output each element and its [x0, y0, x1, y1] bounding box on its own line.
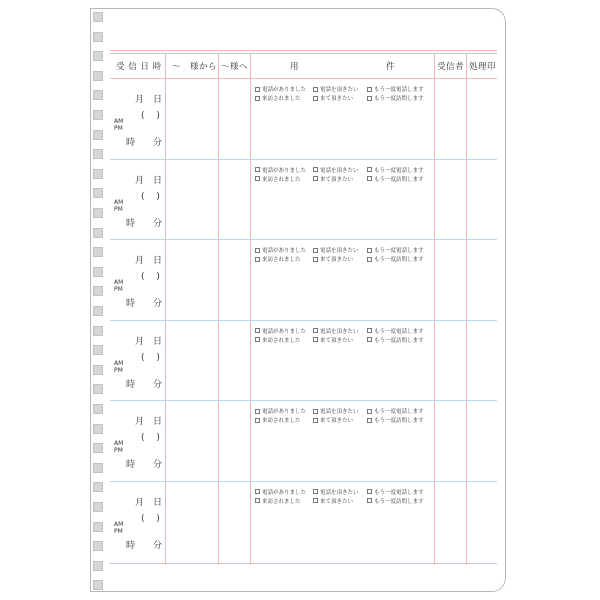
checkbox-label: 来訪されました [262, 176, 301, 183]
message-checkbox[interactable] [255, 416, 301, 424]
binder-hole [93, 149, 103, 159]
message-checkbox[interactable] [313, 255, 353, 263]
top-rule-inner [110, 53, 497, 54]
checkbox-label: 来訪されました [262, 337, 301, 344]
entry-divider [110, 239, 497, 240]
checkbox-label: 電話を頂きたい [320, 409, 359, 415]
binder-hole [93, 424, 103, 434]
checkbox-square[interactable] [313, 409, 318, 414]
hour-minute-label: 時 分 [126, 218, 163, 229]
pm-label: PM [114, 286, 123, 293]
message-checkbox[interactable] [367, 94, 424, 102]
checkbox-square[interactable] [255, 176, 260, 181]
entry-divider [110, 159, 497, 160]
message-checkbox[interactable] [367, 85, 424, 93]
message-checkbox[interactable] [255, 497, 301, 505]
checkbox-label: もう一度訪問します [374, 498, 424, 505]
binder-hole [93, 404, 103, 414]
binder-hole [93, 306, 103, 316]
checkbox-square[interactable] [367, 167, 372, 172]
message-checkbox[interactable] [367, 336, 424, 344]
checkbox-square[interactable] [255, 328, 260, 333]
am-label: AM [114, 279, 124, 286]
message-checkbox[interactable] [255, 166, 306, 174]
column-divider [466, 53, 467, 565]
binder-hole [93, 326, 103, 336]
message-checkbox[interactable] [313, 175, 353, 183]
weekday-label: ( ) [141, 513, 160, 524]
binder-hole [93, 541, 103, 551]
checkbox-label: 来て頂きたい [320, 418, 354, 424]
checkbox-square[interactable] [313, 167, 318, 172]
binder-hole [93, 522, 103, 532]
entry-divider [110, 320, 497, 321]
binder-hole [93, 51, 103, 61]
message-checkbox[interactable] [367, 407, 424, 415]
pm-label: PM [114, 205, 123, 213]
checkbox-label: もう一度訪問します [374, 257, 424, 263]
pm-label: PM [114, 366, 123, 374]
message-checkbox[interactable] [313, 166, 359, 174]
checkbox-label: もう一度訪問します [374, 418, 424, 424]
message-checkbox[interactable] [367, 416, 424, 424]
header-to: 〜様へ [221, 62, 249, 72]
am-label: AM [114, 440, 124, 447]
checkbox-label: 電話を頂きたい [320, 87, 359, 93]
binder-hole [93, 169, 103, 179]
am-label: AM [114, 520, 124, 528]
am-label: AM [114, 359, 124, 367]
binder-hole [93, 561, 103, 571]
checkbox-label: 電話がありました [262, 248, 307, 254]
checkbox-square[interactable] [313, 418, 318, 423]
checkbox-square[interactable] [367, 248, 372, 253]
binder-hole [93, 208, 103, 218]
header-subject-b: 件 [386, 62, 396, 72]
checkbox-square[interactable] [313, 87, 318, 92]
checkbox-square[interactable] [313, 489, 318, 494]
binder-hole [93, 130, 103, 140]
pm-label: PM [114, 125, 123, 132]
checkbox-square[interactable] [255, 337, 260, 342]
entry-divider [110, 400, 497, 401]
checkbox-square[interactable] [367, 96, 372, 101]
checkbox-square[interactable] [367, 176, 372, 181]
message-checkbox[interactable] [313, 488, 359, 496]
checkbox-label: もう一度電話します [374, 328, 424, 335]
message-checkbox[interactable] [255, 246, 306, 254]
checkbox-square[interactable] [255, 498, 260, 503]
checkbox-label: 来て頂きたい [320, 337, 354, 344]
checkbox-square[interactable] [313, 498, 318, 503]
pm-label: PM [114, 447, 123, 454]
message-checkbox[interactable] [367, 497, 424, 505]
checkbox-label: 電話がありました [262, 328, 307, 335]
checkbox-square[interactable] [313, 176, 318, 181]
checkbox-square[interactable] [255, 257, 260, 262]
binder-hole [93, 384, 103, 394]
message-checkbox[interactable] [367, 255, 424, 263]
message-checkbox[interactable] [255, 94, 301, 102]
header-stamp: 処理印 [469, 62, 497, 72]
checkbox-square[interactable] [255, 248, 260, 253]
checkbox-label: 電話がありました [262, 167, 307, 174]
message-checkbox[interactable] [255, 488, 306, 496]
message-checkbox[interactable] [255, 336, 301, 344]
binder-hole [93, 482, 103, 492]
checkbox-square[interactable] [255, 87, 260, 92]
message-checkbox[interactable] [367, 327, 424, 335]
weekday-label: ( ) [141, 111, 160, 121]
message-checkbox[interactable] [367, 166, 424, 174]
checkbox-label: 電話がありました [262, 409, 307, 415]
checkbox-square[interactable] [367, 337, 372, 342]
month-day-label: 月 日 [135, 256, 163, 266]
hour-minute-label: 時 分 [126, 379, 163, 390]
month-day-label: 月 日 [135, 497, 163, 508]
header-rule [110, 78, 497, 79]
binder-hole [93, 12, 103, 22]
binder-hole [93, 247, 103, 257]
checkbox-label: 電話を頂きたい [320, 489, 359, 496]
message-checkbox[interactable] [313, 85, 359, 93]
message-checkbox[interactable] [367, 488, 424, 496]
checkbox-label: 電話がありました [262, 87, 307, 93]
message-checkbox[interactable] [313, 407, 359, 415]
message-checkbox[interactable] [255, 175, 301, 183]
hour-minute-label: 時 分 [126, 138, 163, 148]
checkbox-square[interactable] [313, 328, 318, 333]
checkbox-square[interactable] [255, 96, 260, 101]
header-date-time: 受 信 日 時 [116, 62, 162, 72]
month-day-label: 月 日 [135, 95, 163, 105]
message-checkbox[interactable] [367, 175, 424, 183]
checkbox-label: もう一度電話します [374, 248, 424, 254]
message-checkbox[interactable] [313, 336, 353, 344]
message-checkbox[interactable] [255, 85, 306, 93]
checkbox-label: 来て頂きたい [320, 176, 354, 183]
checkbox-square[interactable] [255, 409, 260, 414]
month-day-label: 月 日 [135, 417, 163, 427]
am-label: AM [114, 118, 124, 125]
column-divider [218, 53, 219, 565]
checkbox-square[interactable] [367, 498, 372, 503]
binder-hole [93, 32, 103, 42]
binder-hole [93, 463, 103, 473]
binder-hole [93, 188, 103, 198]
checkbox-label: 来訪されました [262, 418, 301, 424]
checkbox-label: 来て頂きたい [320, 257, 354, 263]
message-checkbox[interactable] [313, 497, 353, 505]
hour-minute-label: 時 分 [126, 299, 163, 309]
checkbox-label: もう一度電話します [374, 489, 424, 496]
binder-hole [93, 580, 103, 590]
message-checkbox[interactable] [255, 407, 306, 415]
checkbox-square[interactable] [255, 489, 260, 494]
column-divider [165, 53, 166, 565]
message-checkbox[interactable] [255, 255, 301, 263]
binder-hole [93, 443, 103, 453]
weekday-label: ( ) [141, 352, 160, 363]
header-receiver: 受信者 [437, 62, 465, 72]
checkbox-label: 電話を頂きたい [320, 167, 359, 174]
checkbox-square[interactable] [255, 167, 260, 172]
checkbox-label: 来訪されました [262, 257, 301, 263]
checkbox-label: もう一度訪問します [374, 96, 424, 102]
checkbox-label: もう一度電話します [374, 87, 424, 93]
binder-hole [93, 345, 103, 355]
message-checkbox[interactable] [367, 246, 424, 254]
message-checkbox[interactable] [313, 416, 353, 424]
checkbox-square[interactable] [367, 418, 372, 423]
entry-divider [110, 481, 497, 482]
checkbox-label: 来訪されました [262, 498, 301, 505]
checkbox-label: 来て頂きたい [320, 498, 354, 505]
checkbox-square[interactable] [367, 257, 372, 262]
checkbox-square[interactable] [367, 409, 372, 414]
weekday-label: ( ) [141, 272, 160, 282]
binder-hole [93, 71, 103, 81]
checkbox-label: もう一度訪問します [374, 176, 424, 183]
checkbox-label: 電話を頂きたい [320, 248, 359, 254]
message-checkbox[interactable] [313, 94, 353, 102]
binder-hole [93, 110, 103, 120]
checkbox-label: 来訪されました [262, 96, 301, 102]
checkbox-square[interactable] [313, 257, 318, 262]
message-checkbox[interactable] [313, 327, 359, 335]
checkbox-label: 来て頂きたい [320, 96, 354, 102]
checkbox-label: もう一度訪問します [374, 337, 424, 344]
checkbox-label: もう一度電話します [374, 167, 424, 174]
checkbox-square[interactable] [255, 418, 260, 423]
checkbox-square[interactable] [313, 248, 318, 253]
column-divider [250, 53, 251, 565]
checkbox-square[interactable] [313, 96, 318, 101]
am-label: AM [114, 198, 124, 206]
binder-hole [93, 286, 103, 296]
binder-hole [93, 228, 103, 238]
checkbox-square[interactable] [367, 328, 372, 333]
message-checkbox[interactable] [313, 246, 359, 254]
bottom-rule [110, 563, 497, 564]
checkbox-label: 電話がありました [262, 489, 307, 496]
binder-hole [93, 90, 103, 100]
top-rule [110, 50, 497, 51]
checkbox-square[interactable] [367, 87, 372, 92]
weekday-label: ( ) [141, 433, 160, 443]
checkbox-label: 電話を頂きたい [320, 328, 359, 335]
month-day-label: 月 日 [135, 175, 163, 186]
hour-minute-label: 時 分 [126, 460, 163, 470]
header-from: 〜 様から [172, 62, 218, 72]
checkbox-square[interactable] [313, 337, 318, 342]
message-checkbox[interactable] [255, 327, 306, 335]
weekday-label: ( ) [141, 191, 160, 202]
binder-hole [93, 365, 103, 375]
pm-label: PM [114, 527, 123, 535]
month-day-label: 月 日 [135, 336, 163, 347]
binder-hole [93, 502, 103, 512]
column-divider [434, 53, 435, 565]
header-subject-a: 用 [290, 62, 300, 72]
checkbox-square[interactable] [367, 489, 372, 494]
hour-minute-label: 時 分 [126, 540, 163, 551]
checkbox-label: もう一度電話します [374, 409, 424, 415]
binder-hole [93, 267, 103, 277]
